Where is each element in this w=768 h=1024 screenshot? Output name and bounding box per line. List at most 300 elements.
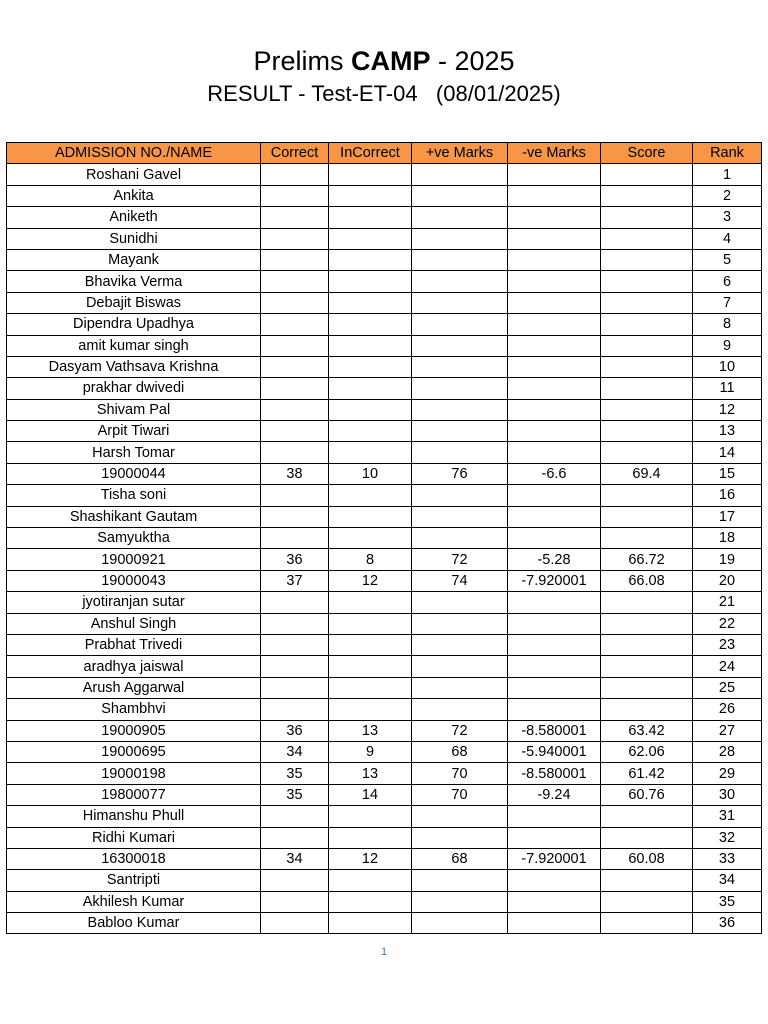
table-cell: 66.08 (601, 570, 693, 591)
page-title (0, 44, 768, 78)
table-cell: 21 (693, 592, 762, 613)
table-cell (508, 485, 601, 506)
table-cell (329, 870, 412, 891)
table-cell (261, 356, 329, 377)
table-cell (412, 913, 508, 934)
table-cell: 36 (261, 549, 329, 570)
table-cell: 19800077 (7, 784, 261, 805)
table-row (7, 378, 762, 399)
table-cell (412, 656, 508, 677)
table-cell: 76 (412, 463, 508, 484)
table-cell (508, 271, 601, 292)
table-cell (412, 164, 508, 185)
table-cell (329, 399, 412, 420)
table-cell: 8 (693, 314, 762, 335)
table-cell: 16 (693, 485, 762, 506)
table-row (7, 870, 762, 891)
table-cell (412, 506, 508, 527)
table-cell (412, 870, 508, 891)
table-cell: 13 (329, 720, 412, 741)
table-cell (412, 271, 508, 292)
table-row (7, 784, 762, 805)
table-cell (601, 613, 693, 634)
table-cell (508, 356, 601, 377)
table-cell: 28 (693, 741, 762, 762)
table-cell (601, 485, 693, 506)
table-cell (601, 891, 693, 912)
table-cell: 19000043 (7, 570, 261, 591)
table-row (7, 741, 762, 762)
table-cell: 6 (693, 271, 762, 292)
table-cell: 31 (693, 806, 762, 827)
table-cell (261, 378, 329, 399)
column-header: +ve Marks (412, 143, 508, 164)
table-cell (329, 228, 412, 249)
table-row (7, 314, 762, 335)
table-row (7, 827, 762, 848)
table-cell (601, 442, 693, 463)
table-cell (329, 528, 412, 549)
table-cell (261, 806, 329, 827)
table-cell (601, 827, 693, 848)
table-cell (329, 207, 412, 228)
table-cell: 30 (693, 784, 762, 805)
table-cell (601, 656, 693, 677)
table-cell (508, 506, 601, 527)
table-row (7, 634, 762, 655)
column-header: Rank (693, 143, 762, 164)
table-cell: 18 (693, 528, 762, 549)
column-header: Correct (261, 143, 329, 164)
table-cell: 60.76 (601, 784, 693, 805)
table-cell: 19000044 (7, 463, 261, 484)
table-cell: 14 (329, 784, 412, 805)
table-cell (329, 592, 412, 613)
table-cell (412, 634, 508, 655)
table-cell: 8 (329, 549, 412, 570)
column-header: InCorrect (329, 143, 412, 164)
table-cell: 36 (693, 913, 762, 934)
table-cell: Debajit Biswas (7, 292, 261, 313)
table-cell (261, 399, 329, 420)
table-row (7, 228, 762, 249)
table-cell (601, 634, 693, 655)
table-cell (329, 314, 412, 335)
table-cell (508, 314, 601, 335)
table-cell: 34 (693, 870, 762, 891)
table-cell (329, 485, 412, 506)
table-cell (261, 292, 329, 313)
table-row (7, 891, 762, 912)
table-cell (508, 228, 601, 249)
table-cell: -5.940001 (508, 741, 601, 762)
table-cell (601, 356, 693, 377)
table-cell (329, 271, 412, 292)
table-row (7, 207, 762, 228)
table-cell (261, 506, 329, 527)
table-cell (329, 164, 412, 185)
table-row (7, 592, 762, 613)
table-cell (508, 827, 601, 848)
table-cell: 13 (693, 421, 762, 442)
table-cell: Anshul Singh (7, 613, 261, 634)
table-cell (508, 421, 601, 442)
table-cell (261, 207, 329, 228)
table-cell: -5.28 (508, 549, 601, 570)
table-cell: 35 (261, 784, 329, 805)
table-cell (601, 592, 693, 613)
table-cell: 33 (693, 848, 762, 869)
table-cell: 70 (412, 784, 508, 805)
table-cell: 23 (693, 634, 762, 655)
table-cell (329, 185, 412, 206)
table-cell (601, 249, 693, 270)
table-cell (508, 613, 601, 634)
table-cell (412, 228, 508, 249)
table-cell (329, 913, 412, 934)
table-cell (412, 399, 508, 420)
table-cell (329, 442, 412, 463)
table-cell: Shashikant Gautam (7, 506, 261, 527)
table-cell (261, 442, 329, 463)
table-cell (329, 891, 412, 912)
table-cell (329, 356, 412, 377)
table-cell: Prabhat Trivedi (7, 634, 261, 655)
table-cell (261, 421, 329, 442)
column-header: Score (601, 143, 693, 164)
table-cell (601, 699, 693, 720)
table-cell: 24 (693, 656, 762, 677)
table-cell (508, 699, 601, 720)
table-cell (412, 335, 508, 356)
table-cell: 11 (693, 378, 762, 399)
table-cell: 1 (693, 164, 762, 185)
table-cell (508, 891, 601, 912)
table-cell (508, 870, 601, 891)
table-cell: 19000905 (7, 720, 261, 741)
table-cell (508, 592, 601, 613)
table-cell (412, 613, 508, 634)
column-header: -ve Marks (508, 143, 601, 164)
table-cell (261, 164, 329, 185)
table-cell: 10 (693, 356, 762, 377)
table-cell: prakhar dwivedi (7, 378, 261, 399)
table-cell (329, 827, 412, 848)
table-cell (508, 292, 601, 313)
table-cell (261, 592, 329, 613)
table-cell (329, 806, 412, 827)
table-cell (329, 656, 412, 677)
table-header-row (7, 143, 762, 164)
table-cell: Tisha soni (7, 485, 261, 506)
table-cell (261, 827, 329, 848)
table-cell (412, 421, 508, 442)
table-cell (261, 913, 329, 934)
table-cell (601, 378, 693, 399)
table-cell (601, 185, 693, 206)
table-cell: 20 (693, 570, 762, 591)
table-cell: 72 (412, 549, 508, 570)
table-cell: Dipendra Upadhya (7, 314, 261, 335)
table-cell: 68 (412, 848, 508, 869)
table-cell: amit kumar singh (7, 335, 261, 356)
table-cell: Mayank (7, 249, 261, 270)
table-cell (601, 314, 693, 335)
table-cell: Ankita (7, 185, 261, 206)
table-cell (261, 677, 329, 698)
table-cell (261, 656, 329, 677)
table-cell (601, 677, 693, 698)
table-cell (261, 335, 329, 356)
table-cell (508, 335, 601, 356)
table-cell: 13 (329, 763, 412, 784)
table-row (7, 292, 762, 313)
table-cell: Bhavika Verma (7, 271, 261, 292)
table-cell (329, 506, 412, 527)
table-cell (601, 528, 693, 549)
table-cell (329, 335, 412, 356)
table-row (7, 421, 762, 442)
table-cell (412, 292, 508, 313)
table-row (7, 848, 762, 869)
table-cell: Babloo Kumar (7, 913, 261, 934)
table-cell: 14 (693, 442, 762, 463)
table-cell (508, 528, 601, 549)
table-cell (329, 421, 412, 442)
table-cell: 63.42 (601, 720, 693, 741)
table-cell: 34 (261, 848, 329, 869)
page-subtitle: RESULT - Test-ET-04 (08/01/2025) (207, 81, 561, 106)
table-cell: Sunidhi (7, 228, 261, 249)
table-row (7, 442, 762, 463)
table-cell (261, 314, 329, 335)
table-cell: 69.4 (601, 463, 693, 484)
table-cell (261, 228, 329, 249)
table-row (7, 720, 762, 741)
table-cell (412, 677, 508, 698)
table-row (7, 356, 762, 377)
table-row (7, 185, 762, 206)
table-cell: 9 (693, 335, 762, 356)
table-cell: 70 (412, 763, 508, 784)
table-cell: -8.580001 (508, 720, 601, 741)
table-row (7, 271, 762, 292)
table-cell (329, 378, 412, 399)
table-cell (261, 485, 329, 506)
table-cell (601, 228, 693, 249)
table-cell (412, 249, 508, 270)
table-cell (412, 485, 508, 506)
table-row (7, 335, 762, 356)
table-cell: 34 (261, 741, 329, 762)
table-cell (412, 378, 508, 399)
table-cell: 5 (693, 249, 762, 270)
table-cell: 27 (693, 720, 762, 741)
table-cell (508, 378, 601, 399)
table-row (7, 549, 762, 570)
table-cell (601, 335, 693, 356)
table-cell (261, 613, 329, 634)
table-cell: 15 (693, 463, 762, 484)
table-row (7, 399, 762, 420)
table-cell (261, 271, 329, 292)
table-cell: Dasyam Vathsava Krishna (7, 356, 261, 377)
table-cell: 38 (261, 463, 329, 484)
table-cell: -6.6 (508, 463, 601, 484)
table-cell (412, 806, 508, 827)
table-row (7, 677, 762, 698)
title-prefix: Prelims (253, 46, 351, 76)
table-cell: Arpit Tiwari (7, 421, 261, 442)
table-cell (329, 699, 412, 720)
table-cell: Himanshu Phull (7, 806, 261, 827)
table-cell (261, 185, 329, 206)
table-cell (601, 271, 693, 292)
table-cell: 35 (693, 891, 762, 912)
table-cell: jyotiranjan sutar (7, 592, 261, 613)
table-cell (508, 442, 601, 463)
table-cell (329, 677, 412, 698)
table-cell: Roshani Gavel (7, 164, 261, 185)
table-cell: 26 (693, 699, 762, 720)
table-cell: 9 (329, 741, 412, 762)
table-cell (412, 827, 508, 848)
table-cell: 12 (693, 399, 762, 420)
table-cell: 32 (693, 827, 762, 848)
table-cell (412, 528, 508, 549)
table-cell (508, 185, 601, 206)
table-row (7, 528, 762, 549)
table-cell (508, 399, 601, 420)
table-cell (261, 891, 329, 912)
table-cell (601, 913, 693, 934)
table-cell: 68 (412, 741, 508, 762)
table-row (7, 763, 762, 784)
table-cell (601, 207, 693, 228)
table-cell: 12 (329, 570, 412, 591)
table-row (7, 913, 762, 934)
table-row (7, 613, 762, 634)
table-cell: -7.920001 (508, 570, 601, 591)
table-cell (329, 613, 412, 634)
table-cell: Samyuktha (7, 528, 261, 549)
table-cell (508, 164, 601, 185)
table-cell (412, 314, 508, 335)
table-cell (412, 442, 508, 463)
table-cell: 4 (693, 228, 762, 249)
table-cell (508, 677, 601, 698)
table-cell (412, 185, 508, 206)
table-cell: Shivam Pal (7, 399, 261, 420)
table-cell (261, 634, 329, 655)
table-cell: Akhilesh Kumar (7, 891, 261, 912)
table-cell: 19000695 (7, 741, 261, 762)
table-cell (508, 806, 601, 827)
table-cell: Santripti (7, 870, 261, 891)
table-cell: 16300018 (7, 848, 261, 869)
table-cell: 2 (693, 185, 762, 206)
table-cell: 25 (693, 677, 762, 698)
table-cell (412, 356, 508, 377)
table-cell: 19 (693, 549, 762, 570)
table-cell: 7 (693, 292, 762, 313)
table-cell: 60.08 (601, 848, 693, 869)
table-row (7, 485, 762, 506)
table-cell: -9.24 (508, 784, 601, 805)
table-cell: aradhya jaiswal (7, 656, 261, 677)
table-row (7, 506, 762, 527)
title-suffix: - 2025 (430, 46, 515, 76)
table-cell: 19000198 (7, 763, 261, 784)
table-cell (261, 249, 329, 270)
table-row (7, 656, 762, 677)
table-cell (601, 506, 693, 527)
table-cell (261, 870, 329, 891)
table-cell (329, 634, 412, 655)
table-cell: 37 (261, 570, 329, 591)
table-row (7, 249, 762, 270)
table-cell: 61.42 (601, 763, 693, 784)
table-cell: 3 (693, 207, 762, 228)
results-table (6, 142, 762, 934)
table-body (7, 164, 762, 934)
table-cell (508, 207, 601, 228)
table-cell (508, 249, 601, 270)
table-cell: 62.06 (601, 741, 693, 762)
table-cell (601, 292, 693, 313)
table-cell: -7.920001 (508, 848, 601, 869)
table-cell: 35 (261, 763, 329, 784)
table-cell: 72 (412, 720, 508, 741)
table-cell (329, 292, 412, 313)
table-row (7, 699, 762, 720)
table-row (7, 463, 762, 484)
table-cell (601, 399, 693, 420)
table-row (7, 570, 762, 591)
table-row (7, 164, 762, 185)
table-cell (508, 913, 601, 934)
table-cell: 12 (329, 848, 412, 869)
table-cell: Arush Aggarwal (7, 677, 261, 698)
page-number: 1 (380, 946, 388, 958)
table-cell (601, 806, 693, 827)
table-cell (329, 249, 412, 270)
table-cell: Harsh Tomar (7, 442, 261, 463)
table-cell (412, 891, 508, 912)
table-cell: 10 (329, 463, 412, 484)
table-cell: Aniketh (7, 207, 261, 228)
table-cell (508, 656, 601, 677)
table-row (7, 806, 762, 827)
table-cell (261, 528, 329, 549)
table-cell: -8.580001 (508, 763, 601, 784)
title-bold: CAMP (350, 46, 431, 76)
table-cell: 29 (693, 763, 762, 784)
table-cell: 36 (261, 720, 329, 741)
table-cell (412, 699, 508, 720)
table-cell: Ridhi Kumari (7, 827, 261, 848)
table-cell (601, 164, 693, 185)
table-cell: 74 (412, 570, 508, 591)
table-cell (601, 421, 693, 442)
table-cell (601, 870, 693, 891)
table-cell: 17 (693, 506, 762, 527)
table-cell (261, 699, 329, 720)
table-cell: 22 (693, 613, 762, 634)
table-cell (412, 592, 508, 613)
table-cell (508, 634, 601, 655)
column-header: ADMISSION NO./NAME (7, 143, 261, 164)
